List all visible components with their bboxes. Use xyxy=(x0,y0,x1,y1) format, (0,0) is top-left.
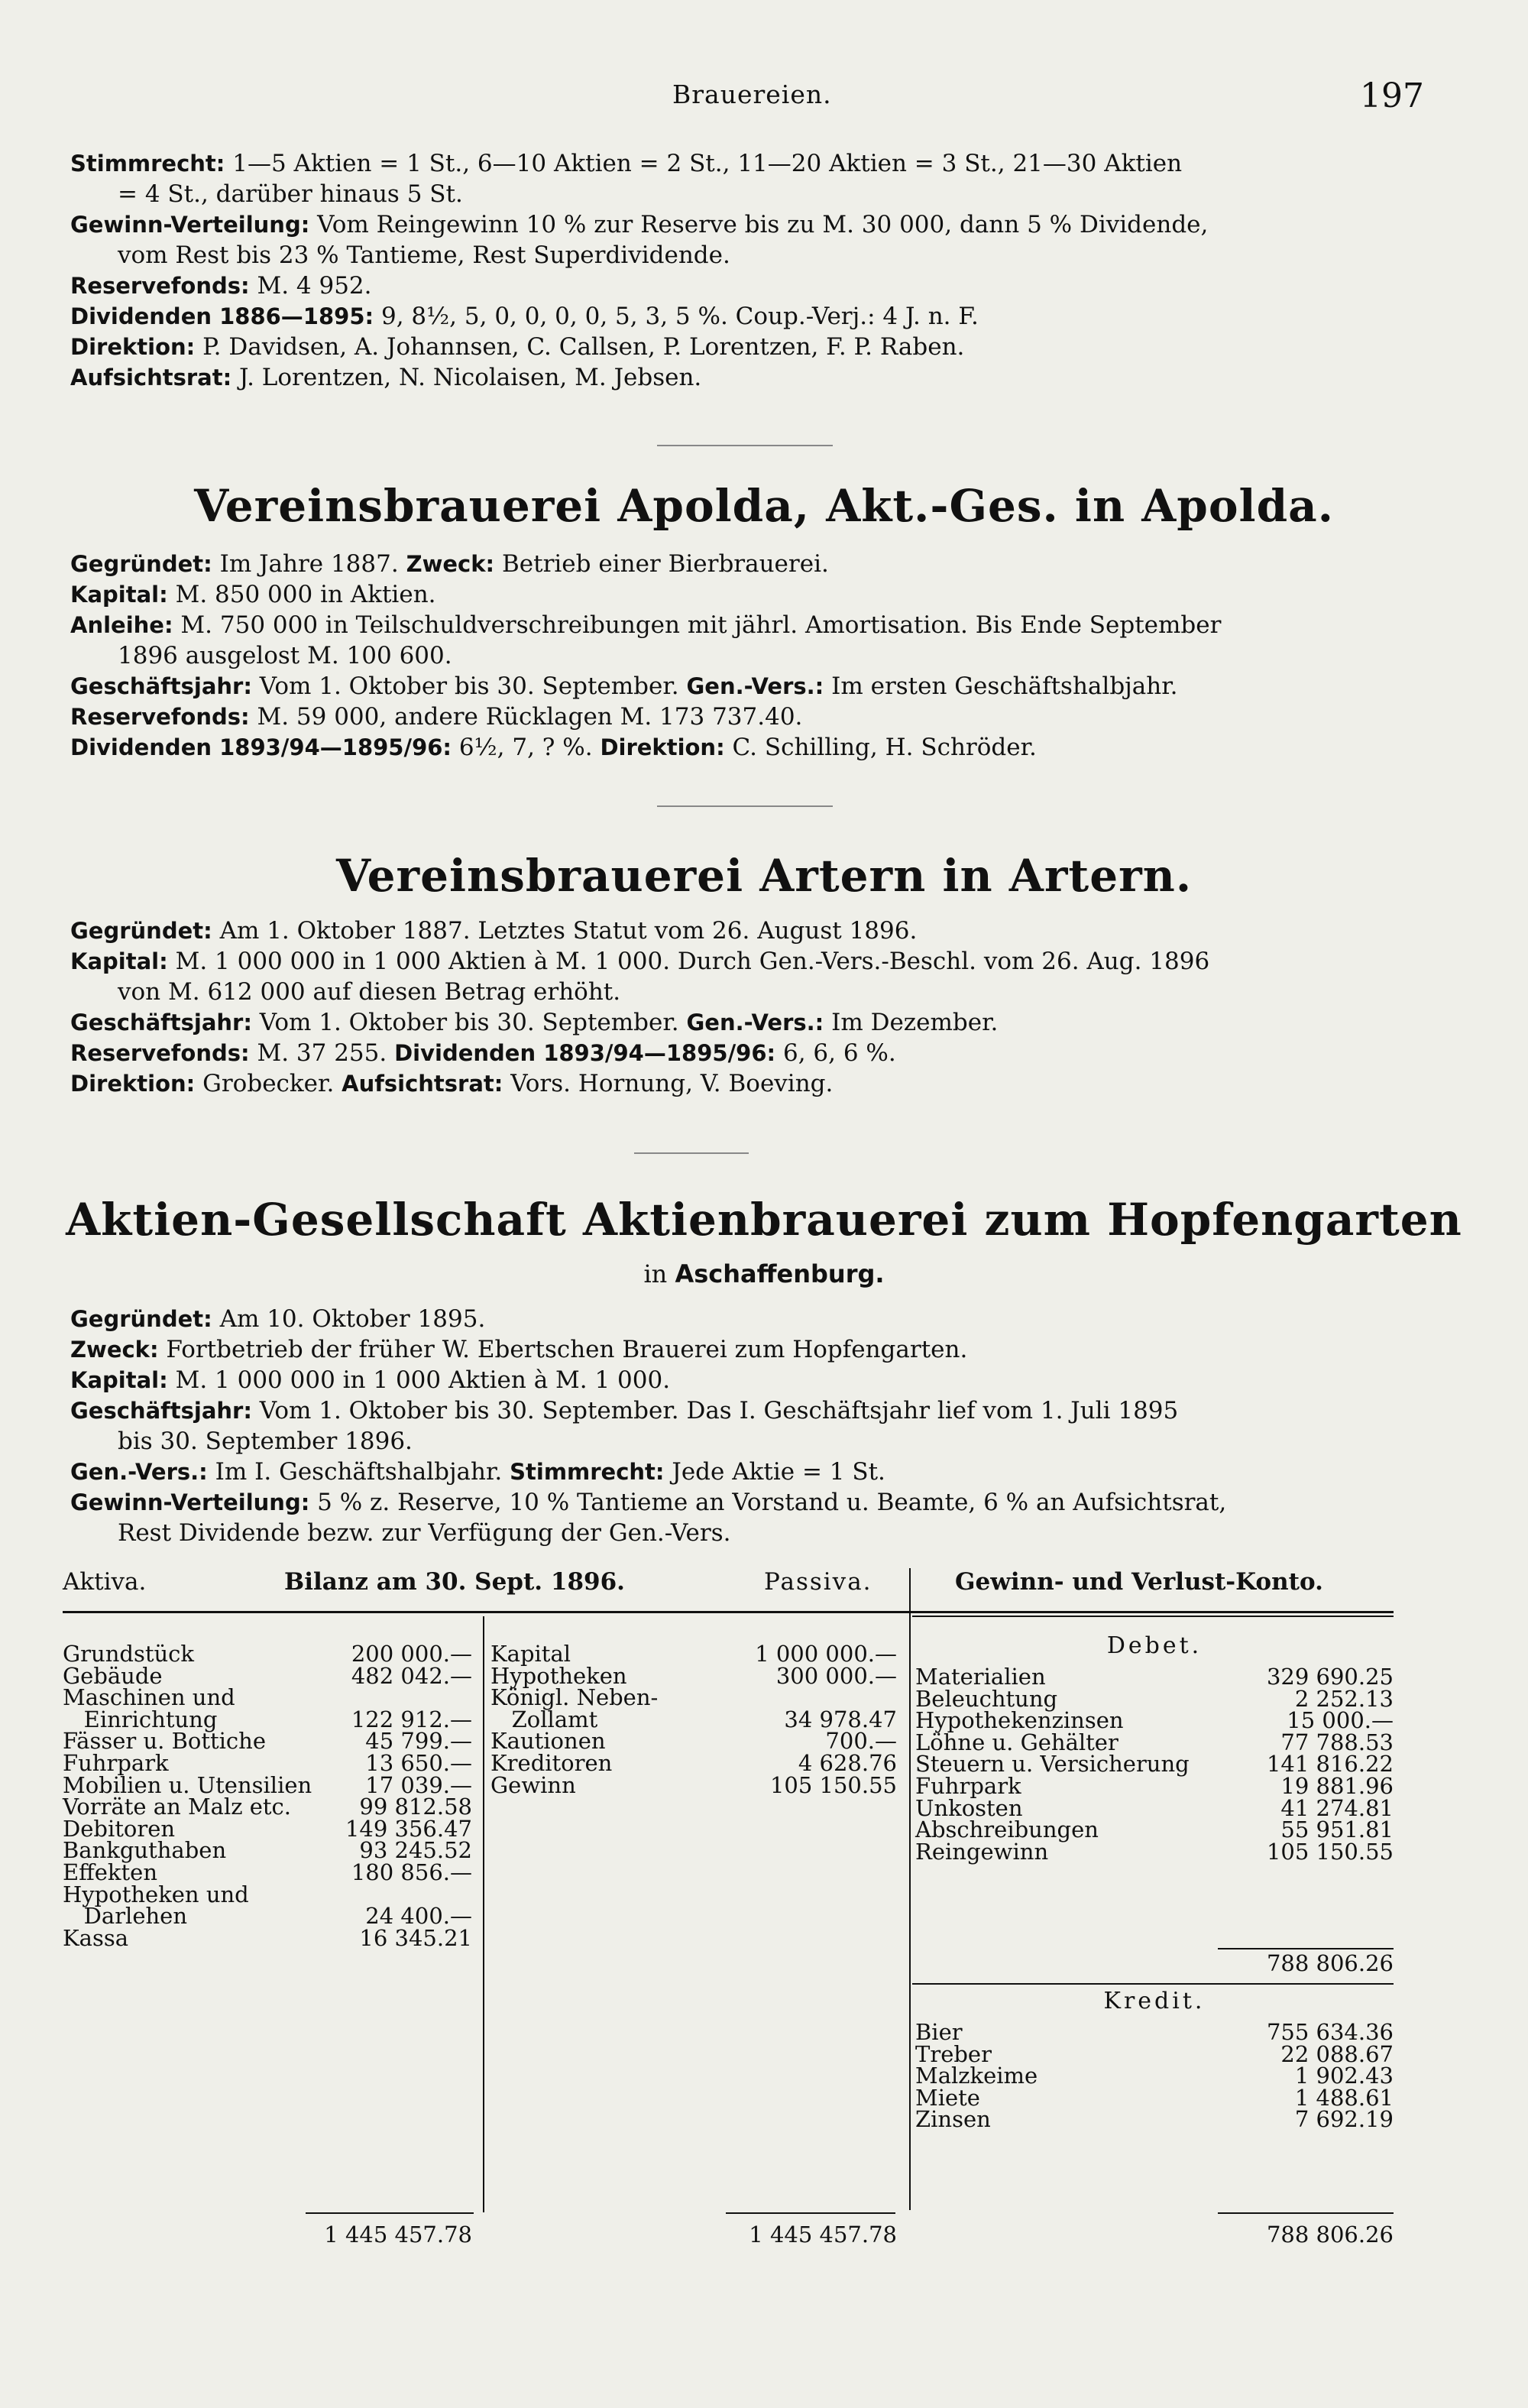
table-row: Kassa 16 345.21 xyxy=(63,1924,472,1951)
table-row: Zollamt 34 978.47 xyxy=(490,1706,897,1732)
entry-body xyxy=(70,916,1423,1099)
entry-line: Zweck: Fortbetrieb der früher W. Ebertschen Brauerei zum Hopfengarten. xyxy=(70,1336,968,1363)
table-row: Kautionen 700.— xyxy=(490,1728,897,1755)
table-row: Königl. Neben- xyxy=(490,1684,659,1711)
balance-header xyxy=(63,1568,1400,1606)
balance-title: Bilanz am 30. Sept. 1896. xyxy=(284,1568,625,1596)
entry-line: Reservefonds: M. 37 255. Dividenden 1893/94—1895/96: 6, 6, 6 %. xyxy=(70,1039,896,1067)
table-row: Effekten 180 856.— xyxy=(63,1859,472,1885)
table-row: Reingewinn 105 150.55 xyxy=(915,1838,1394,1865)
page-number: 197 xyxy=(1360,76,1424,115)
table-row: Unkosten 41 274.81 xyxy=(915,1794,1394,1821)
aktiva-label: Aktiva. xyxy=(63,1568,147,1596)
table-row: Kapital 1 000 000.— xyxy=(490,1641,897,1667)
entry-line: Reservefonds: M. 4 952. xyxy=(70,272,372,300)
table-row: Maschinen und xyxy=(63,1684,235,1711)
table-row: Löhne u. Gehälter 77 788.53 xyxy=(915,1729,1394,1755)
entry-heading: Vereinsbrauerei Apolda, Akt.-Ges. in Apolda. xyxy=(194,480,1334,532)
entry-subheading: in Aschaffenburg. xyxy=(643,1259,885,1288)
entry-line: Reservefonds: M. 59 000, andere Rücklagen M. 173 737.40. xyxy=(70,703,803,731)
entry-body xyxy=(70,549,1423,763)
table-row: Vorräte an Malz etc. 99 812.58 xyxy=(63,1794,472,1820)
table-row: Gebäude 482 042.— xyxy=(63,1662,472,1689)
entry-line: Gegründet: Am 10. Oktober 1895. xyxy=(70,1305,486,1333)
table-row: Grundstück 200 000.— xyxy=(63,1641,472,1667)
debet-label: Debet. xyxy=(1106,1632,1203,1659)
entry-line: Dividenden 1886—1895: 9, 8½, 5, 0, 0, 0, 0, 5, 3, 5 %. Coup.-Verj.: 4 J. n. F. xyxy=(70,303,979,330)
kredit-total xyxy=(915,2224,1394,2246)
table-row: 788 806.26 xyxy=(1266,2222,1394,2248)
debet-total xyxy=(915,1950,1394,1976)
entry-line: Gewinn-Verteilung: Vom Reingewinn 10 % zur Reserve bis zu M. 30 000, dann 5 % Dividende, xyxy=(70,211,1209,238)
debet-table xyxy=(915,1632,1394,1865)
aktiva-table xyxy=(63,1643,472,1949)
table-row: Treber 22 088.67 xyxy=(915,2040,1394,2067)
table-row: Bier 755 634.36 xyxy=(915,2019,1394,2045)
entry-line: = 4 St., darüber hinaus 5 St. xyxy=(118,180,463,208)
table-row: Bankguthaben 93 245.52 xyxy=(63,1837,472,1864)
entry-line: Gegründet: Am 1. Oktober 1887. Letztes Statut vom 26. August 1896. xyxy=(70,917,918,945)
entry-line: vom Rest bis 23 % Tantieme, Rest Superdividende. xyxy=(118,241,730,269)
gv-title: Gewinn- und Verlust-Konto. xyxy=(955,1568,1323,1596)
entry-line: Kapital: M. 850 000 in Aktien. xyxy=(70,581,436,608)
entry-heading: Vereinsbrauerei Artern in Artern. xyxy=(335,850,1193,902)
table-row: Fässer u. Bottiche 45 799.— xyxy=(63,1728,472,1755)
total-rule xyxy=(1218,2212,1394,2214)
passiva-total xyxy=(490,2224,897,2246)
table-row: Materialien 329 690.25 xyxy=(915,1664,1394,1690)
table-row: Steuern u. Versicherung 141 816.22 xyxy=(915,1751,1394,1778)
entry-line: Direktion: Grobecker. Aufsichtsrat: Vors. Hornung, V. Boeving. xyxy=(70,1070,834,1097)
divider xyxy=(657,445,833,446)
table-row: Debitoren 149 356.47 xyxy=(63,1815,472,1842)
table-row: 1 445 457.78 xyxy=(324,2222,472,2248)
entry-line: Geschäftsjahr: Vom 1. Oktober bis 30. September. Gen.-Vers.: Im Dezember. xyxy=(70,1009,999,1036)
table-row: Beleuchtung 2 252.13 xyxy=(915,1685,1394,1712)
table-row: Darlehen 24 400.— xyxy=(63,1903,472,1930)
column-divider xyxy=(483,1616,484,2212)
column-divider xyxy=(909,1568,911,2210)
entry-line: Gen.-Vers.: Im I. Geschäftshalbjahr. Stimmrecht: Jede Aktie = 1 St. xyxy=(70,1458,885,1486)
table-row: Miete 1 488.61 xyxy=(915,2084,1394,2111)
passiva-label: Passiva. xyxy=(764,1568,872,1596)
passiva-table xyxy=(490,1643,897,1796)
table-row: Malzkeime 1 902.43 xyxy=(915,2063,1394,2089)
table-row: Zinsen 7 692.19 xyxy=(915,2106,1394,2133)
total-rule xyxy=(1218,1948,1394,1949)
page-header xyxy=(0,76,1528,125)
entry-line: Dividenden 1893/94—1895/96: 6½, 7, ? %. Direktion: C. Schilling, H. Schröder. xyxy=(70,734,1037,761)
kredit-label: Kredit. xyxy=(1103,1988,1206,2014)
entry-line: Gegründet: Im Jahre 1887. Zweck: Betrieb einer Bierbrauerei. xyxy=(70,550,829,578)
kredit-table xyxy=(915,1988,1394,2133)
table-row: Hypothekenzinsen 15 000.— xyxy=(915,1707,1394,1734)
entry-heading: Aktien-Gesellschaft Aktienbrauerei zum Hopfengarten xyxy=(66,1194,1462,1246)
total-rule xyxy=(726,2212,895,2214)
section-rule xyxy=(912,1983,1394,1985)
divider xyxy=(657,805,833,807)
entry-continuation xyxy=(70,148,1423,393)
entry-line: Kapital: M. 1 000 000 in 1 000 Aktien à M. 1 000. Durch Gen.-Vers.-Beschl. vom 26. Aug. 1896 xyxy=(70,948,1210,975)
entry-line: Direktion: P. Davidsen, A. Johannsen, C. Callsen, P. Lorentzen, F. P. Raben. xyxy=(70,333,965,361)
entry-line: Kapital: M. 1 000 000 in 1 000 Aktien à M. 1 000. xyxy=(70,1366,671,1394)
entry-line: von M. 612 000 auf diesen Betrag erhöht. xyxy=(118,978,621,1006)
total-rule xyxy=(306,2212,474,2214)
entry-body xyxy=(70,1304,1423,1548)
table-row: Fuhrpark 19 881.96 xyxy=(915,1772,1394,1799)
entry-line: Stimmrecht: 1—5 Aktien = 1 St., 6—10 Aktien = 2 St., 11—20 Aktien = 3 St., 21—30 Aktien xyxy=(70,150,1183,177)
entry-line: Anleihe: M. 750 000 in Teilschuldverschreibungen mit jährl. Amortisation. Bis Ende September xyxy=(70,611,1222,639)
header-rule xyxy=(912,1616,1394,1617)
table-row: 788 806.26 xyxy=(1266,1950,1394,1976)
table-row: Hypotheken 300 000.— xyxy=(490,1662,897,1689)
entry-line: Geschäftsjahr: Vom 1. Oktober bis 30. September. Gen.-Vers.: Im ersten Geschäftshalbjahr. xyxy=(70,672,1178,700)
aktiva-total xyxy=(63,2224,472,2246)
running-title: Brauereien. xyxy=(672,79,832,109)
table-row: Abschreibungen 55 951.81 xyxy=(915,1817,1394,1843)
table-row: Gewinn 105 150.55 xyxy=(490,1771,897,1798)
table-row: 1 445 457.78 xyxy=(749,2222,897,2248)
divider xyxy=(634,1152,749,1154)
entry-line: bis 30. September 1896. xyxy=(118,1428,413,1455)
table-row: Hypotheken und xyxy=(63,1881,249,1907)
table-row: Mobilien u. Utensilien 17 039.— xyxy=(63,1771,472,1798)
table-row: Einrichtung 122 912.— xyxy=(63,1706,472,1732)
table-row: Kreditoren 4 628.76 xyxy=(490,1749,897,1776)
entry-line: Geschäftsjahr: Vom 1. Oktober bis 30. September. Das I. Geschäftsjahr lief vom 1. Juli 1895 xyxy=(70,1397,1179,1424)
table-row: Fuhrpark 13 650.— xyxy=(63,1749,472,1776)
entry-line: Aufsichtsrat: J. Lorentzen, N. Nicolaisen, M. Jebsen. xyxy=(70,364,702,391)
header-rule xyxy=(63,1611,1394,1613)
entry-line: Gewinn-Verteilung: 5 % z. Reserve, 10 % Tantieme an Vorstand u. Beamte, 6 % an Aufsichtsrat, xyxy=(70,1489,1227,1516)
entry-line: 1896 ausgelost M. 100 600. xyxy=(118,642,452,669)
entry-line: Rest Dividende bezw. zur Verfügung der Gen.-Vers. xyxy=(118,1519,731,1547)
